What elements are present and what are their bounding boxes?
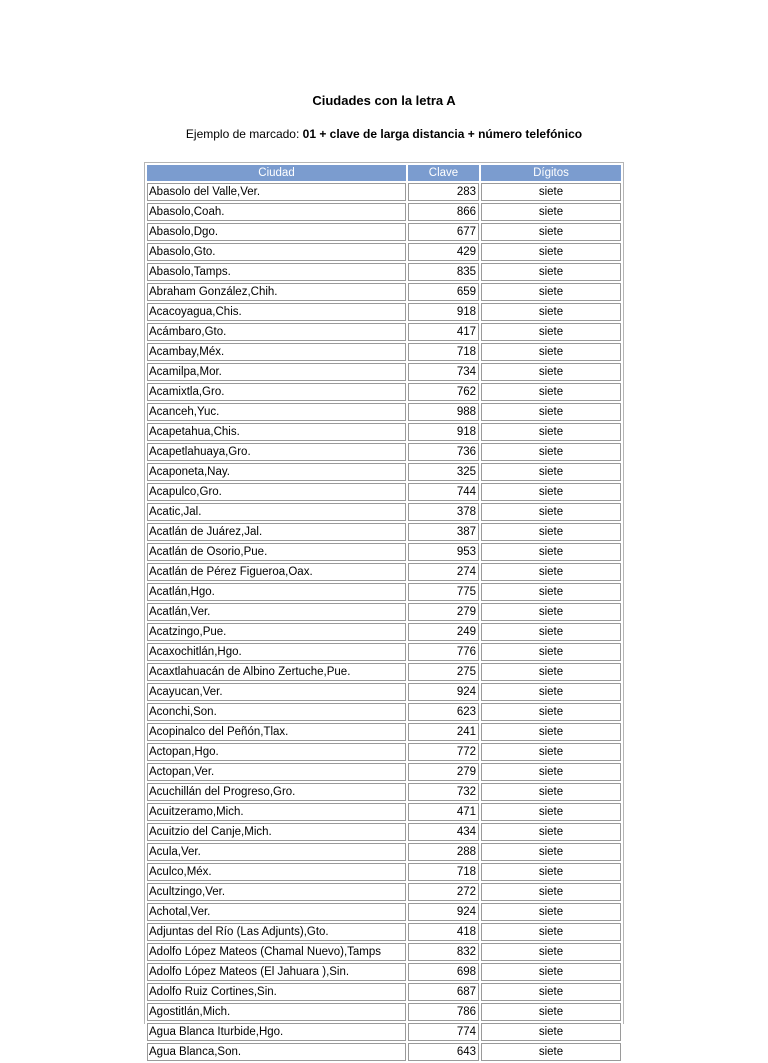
cell-digitos: siete: [481, 763, 621, 781]
cell-digitos: siete: [481, 363, 621, 381]
cell-ciudad: Acambay,Méx.: [147, 343, 406, 361]
cell-digitos: siete: [481, 543, 621, 561]
cell-ciudad: Abasolo,Gto.: [147, 243, 406, 261]
cell-digitos: siete: [481, 583, 621, 601]
cell-digitos: siete: [481, 323, 621, 341]
column-header-digitos: Dígitos: [481, 165, 621, 181]
table-row: [147, 623, 621, 641]
table-row: [147, 323, 621, 341]
cell-ciudad: Agua Blanca Iturbide,Hgo.: [147, 1023, 406, 1041]
table-row: [147, 583, 621, 601]
cell-ciudad: Acapulco,Gro.: [147, 483, 406, 501]
table-row: [147, 843, 621, 861]
table-row: [147, 543, 621, 561]
cell-ciudad: Acuitzio del Canje,Mich.: [147, 823, 406, 841]
table-row: [147, 643, 621, 661]
cell-clave: 776: [408, 643, 479, 661]
table-row: [147, 823, 621, 841]
cell-ciudad: Actopan,Hgo.: [147, 743, 406, 761]
cell-ciudad: Acámbaro,Gto.: [147, 323, 406, 341]
cell-digitos: siete: [481, 683, 621, 701]
cell-digitos: siete: [481, 903, 621, 921]
cell-clave: 279: [408, 603, 479, 621]
cell-digitos: siete: [481, 563, 621, 581]
cell-ciudad: Aconchi,Son.: [147, 703, 406, 721]
cell-ciudad: Acula,Ver.: [147, 843, 406, 861]
cell-clave: 687: [408, 983, 479, 1001]
cell-ciudad: Acacoyagua,Chis.: [147, 303, 406, 321]
cell-clave: 835: [408, 263, 479, 281]
cell-clave: 734: [408, 363, 479, 381]
cell-clave: 659: [408, 283, 479, 301]
cell-digitos: siete: [481, 1043, 621, 1061]
table-row: [147, 743, 621, 761]
table-row: [147, 923, 621, 941]
table-row: [147, 483, 621, 501]
cell-clave: 378: [408, 503, 479, 521]
table-row: [147, 283, 621, 301]
cell-clave: 429: [408, 243, 479, 261]
cell-digitos: siete: [481, 523, 621, 541]
cell-digitos: siete: [481, 943, 621, 961]
cell-digitos: siete: [481, 483, 621, 501]
cell-clave: 832: [408, 943, 479, 961]
table-row: [147, 663, 621, 681]
cell-clave: 249: [408, 623, 479, 641]
cell-ciudad: Acuitzeramo,Mich.: [147, 803, 406, 821]
table-row: [147, 1003, 621, 1021]
cell-clave: 471: [408, 803, 479, 821]
table-row: [147, 183, 621, 201]
cell-ciudad: Acaponeta,Nay.: [147, 463, 406, 481]
cell-ciudad: Acatlán de Juárez,Jal.: [147, 523, 406, 541]
cell-clave: 274: [408, 563, 479, 581]
cell-clave: 775: [408, 583, 479, 601]
cell-clave: 325: [408, 463, 479, 481]
cell-digitos: siete: [481, 603, 621, 621]
cell-clave: 924: [408, 903, 479, 921]
cell-digitos: siete: [481, 883, 621, 901]
table-row: [147, 303, 621, 321]
cell-clave: 772: [408, 743, 479, 761]
cell-digitos: siete: [481, 463, 621, 481]
cities-table-container: [144, 162, 624, 1058]
table-row: [147, 883, 621, 901]
cell-ciudad: Abasolo,Dgo.: [147, 223, 406, 241]
cell-clave: 279: [408, 763, 479, 781]
cell-digitos: siete: [481, 783, 621, 801]
cell-ciudad: Agostitlán,Mich.: [147, 1003, 406, 1021]
cell-digitos: siete: [481, 283, 621, 301]
table-row: [147, 443, 621, 461]
cell-digitos: siete: [481, 183, 621, 201]
table-row: [147, 723, 621, 741]
table-row: [147, 603, 621, 621]
cell-clave: 918: [408, 303, 479, 321]
cell-clave: 275: [408, 663, 479, 681]
cell-clave: 417: [408, 323, 479, 341]
cell-digitos: siete: [481, 803, 621, 821]
cell-clave: 387: [408, 523, 479, 541]
cell-digitos: siete: [481, 203, 621, 221]
table-row: [147, 243, 621, 261]
cell-digitos: siete: [481, 863, 621, 881]
cell-clave: 718: [408, 863, 479, 881]
cell-clave: 774: [408, 1023, 479, 1041]
cell-clave: 623: [408, 703, 479, 721]
cell-ciudad: Adjuntas del Río (Las Adjunts),Gto.: [147, 923, 406, 941]
cell-digitos: siete: [481, 423, 621, 441]
table-row: [147, 343, 621, 361]
cell-ciudad: Abasolo,Coah.: [147, 203, 406, 221]
cell-digitos: siete: [481, 503, 621, 521]
table-row: [147, 943, 621, 961]
cell-clave: 918: [408, 423, 479, 441]
cell-clave: 283: [408, 183, 479, 201]
cell-clave: 434: [408, 823, 479, 841]
table-row: [147, 263, 621, 281]
cell-digitos: siete: [481, 443, 621, 461]
cell-digitos: siete: [481, 243, 621, 261]
cell-ciudad: Acayucan,Ver.: [147, 683, 406, 701]
cell-ciudad: Acatzingo,Pue.: [147, 623, 406, 641]
column-header-ciudad: Ciudad: [147, 165, 406, 181]
table-row: [147, 363, 621, 381]
cell-clave: 924: [408, 683, 479, 701]
cell-digitos: siete: [481, 963, 621, 981]
dialing-example-format: 01 + clave de larga distancia + número telefónico: [302, 127, 583, 141]
cell-ciudad: Agua Blanca,Son.: [147, 1043, 406, 1061]
cell-ciudad: Abraham González,Chih.: [147, 283, 406, 301]
table-row: [147, 783, 621, 801]
table-row: [147, 803, 621, 821]
cell-ciudad: Acultzingo,Ver.: [147, 883, 406, 901]
cell-clave: 241: [408, 723, 479, 741]
table-row: [147, 903, 621, 921]
cell-ciudad: Acapetlahuaya,Gro.: [147, 443, 406, 461]
cell-ciudad: Acamixtla,Gro.: [147, 383, 406, 401]
cell-digitos: siete: [481, 983, 621, 1001]
table-row: [147, 203, 621, 221]
cell-clave: 786: [408, 1003, 479, 1021]
table-row: [147, 1043, 621, 1061]
dialing-example: [0, 126, 768, 142]
table-header-row: [147, 165, 621, 181]
cell-ciudad: Acapetahua,Chis.: [147, 423, 406, 441]
cell-digitos: siete: [481, 1023, 621, 1041]
cell-clave: 953: [408, 543, 479, 561]
cell-digitos: siete: [481, 743, 621, 761]
table-row: [147, 403, 621, 421]
cell-clave: 762: [408, 383, 479, 401]
cell-ciudad: Acopinalco del Peñón,Tlax.: [147, 723, 406, 741]
table-row: [147, 383, 621, 401]
cell-clave: 736: [408, 443, 479, 461]
dialing-example-prefix: Ejemplo de marcado:: [185, 127, 303, 141]
cell-digitos: siete: [481, 263, 621, 281]
cell-digitos: siete: [481, 923, 621, 941]
cell-clave: 677: [408, 223, 479, 241]
cell-ciudad: Aculco,Méx.: [147, 863, 406, 881]
table-row: [147, 563, 621, 581]
table-row: [147, 523, 621, 541]
table-row: [147, 503, 621, 521]
table-row: [147, 1023, 621, 1041]
cell-ciudad: Acatic,Jal.: [147, 503, 406, 521]
cell-digitos: siete: [481, 223, 621, 241]
table-row: [147, 763, 621, 781]
cities-table: [145, 163, 623, 1063]
cell-ciudad: Acanceh,Yuc.: [147, 403, 406, 421]
cell-ciudad: Abasolo,Tamps.: [147, 263, 406, 281]
cell-clave: 288: [408, 843, 479, 861]
cell-digitos: siete: [481, 623, 621, 641]
table-row: [147, 863, 621, 881]
cell-ciudad: Acuchillán del Progreso,Gro.: [147, 783, 406, 801]
cell-digitos: siete: [481, 1003, 621, 1021]
cell-ciudad: Acatlán de Osorio,Pue.: [147, 543, 406, 561]
cell-ciudad: Acatlán de Pérez Figueroa,Oax.: [147, 563, 406, 581]
table-row: [147, 703, 621, 721]
cell-ciudad: Achotal,Ver.: [147, 903, 406, 921]
table-row: [147, 683, 621, 701]
cell-clave: 988: [408, 403, 479, 421]
cell-digitos: siete: [481, 843, 621, 861]
cell-clave: 698: [408, 963, 479, 981]
cell-clave: 643: [408, 1043, 479, 1061]
table-row: [147, 983, 621, 1001]
cell-digitos: siete: [481, 703, 621, 721]
table-row: [147, 963, 621, 981]
cell-clave: 732: [408, 783, 479, 801]
cell-ciudad: Acaxochitlán,Hgo.: [147, 643, 406, 661]
cell-digitos: siete: [481, 383, 621, 401]
cell-ciudad: Actopan,Ver.: [147, 763, 406, 781]
cell-digitos: siete: [481, 643, 621, 661]
cell-digitos: siete: [481, 403, 621, 421]
cell-clave: 418: [408, 923, 479, 941]
table-row: [147, 223, 621, 241]
cell-ciudad: Adolfo López Mateos (Chamal Nuevo),Tamps: [147, 943, 406, 961]
cell-clave: 718: [408, 343, 479, 361]
cell-clave: 744: [408, 483, 479, 501]
table-row: [147, 423, 621, 441]
cell-digitos: siete: [481, 723, 621, 741]
cell-digitos: siete: [481, 303, 621, 321]
cell-ciudad: Acatlán,Ver.: [147, 603, 406, 621]
cell-ciudad: Adolfo López Mateos (El Jahuara ),Sin.: [147, 963, 406, 981]
cell-clave: 866: [408, 203, 479, 221]
cell-ciudad: Adolfo Ruiz Cortines,Sin.: [147, 983, 406, 1001]
cell-clave: 272: [408, 883, 479, 901]
cell-ciudad: Acamilpa,Mor.: [147, 363, 406, 381]
cell-ciudad: Abasolo del Valle,Ver.: [147, 183, 406, 201]
cell-ciudad: Acatlán,Hgo.: [147, 583, 406, 601]
page-title: Ciudades con la letra A: [312, 93, 456, 108]
table-row: [147, 463, 621, 481]
cell-digitos: siete: [481, 343, 621, 361]
cell-ciudad: Acaxtlahuacán de Albino Zertuche,Pue.: [147, 663, 406, 681]
column-header-clave: Clave: [408, 165, 479, 181]
cell-digitos: siete: [481, 663, 621, 681]
cell-digitos: siete: [481, 823, 621, 841]
